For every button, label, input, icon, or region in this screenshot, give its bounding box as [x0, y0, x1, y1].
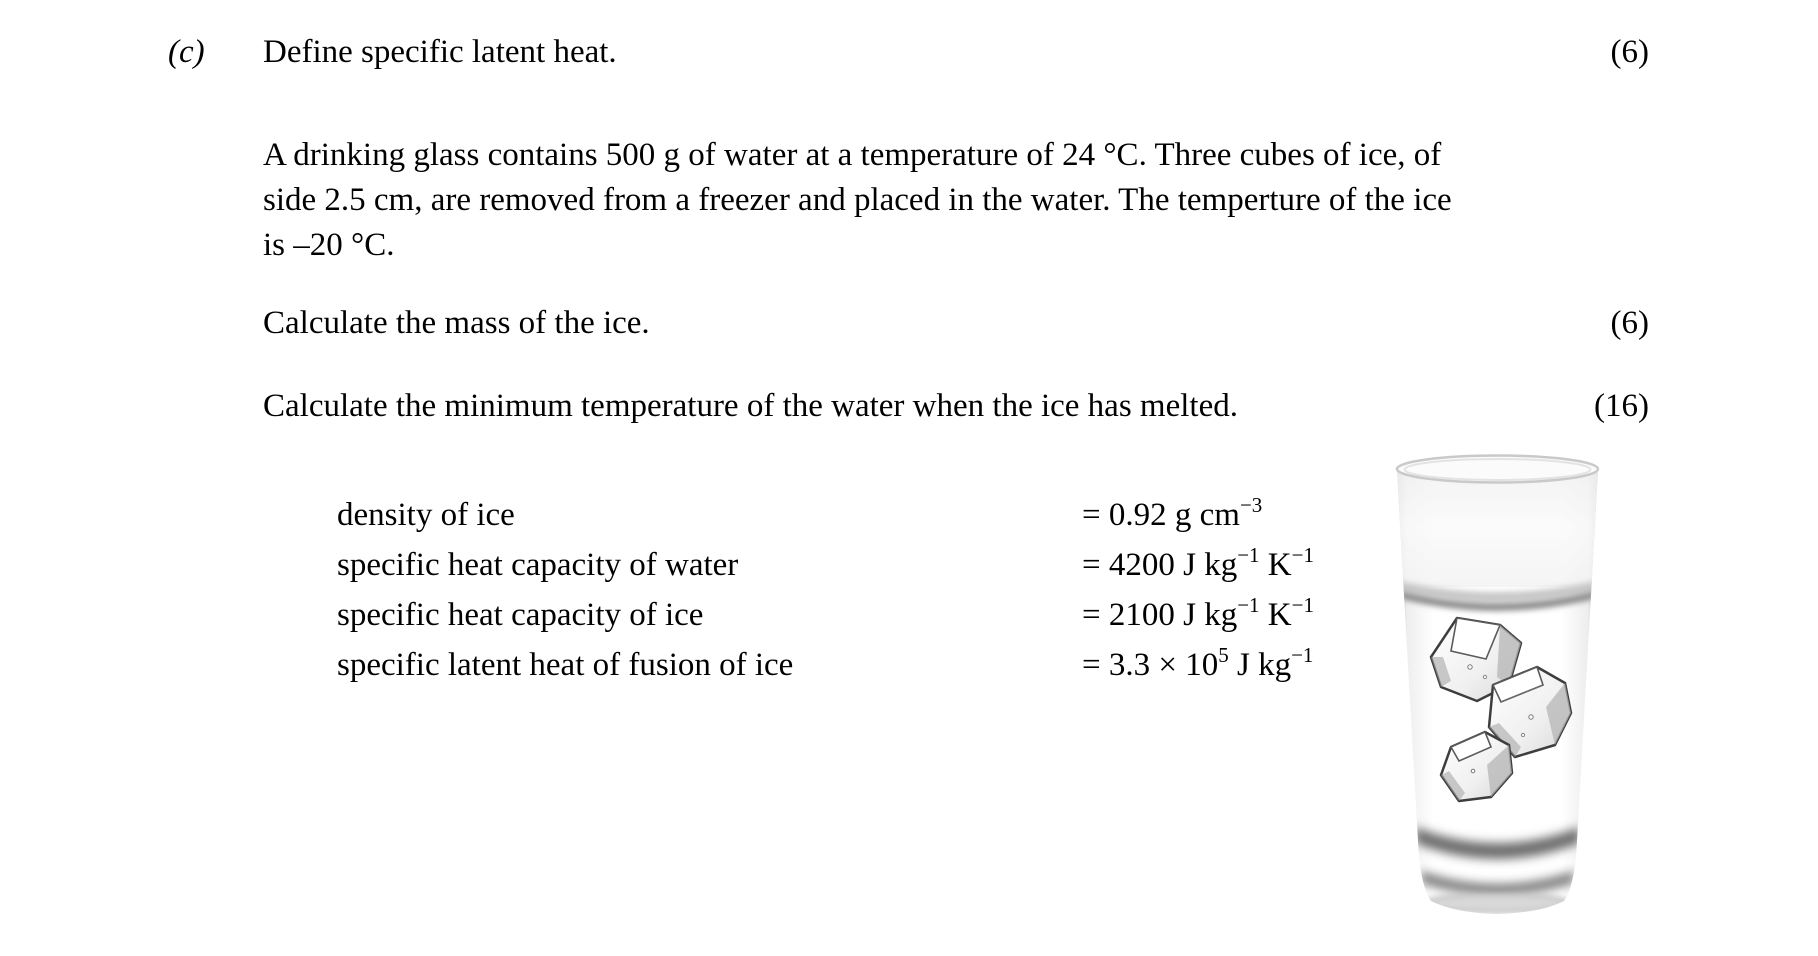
- paragraph-line: A drinking glass contains 500 g of water at a temperature of 24 °C. Three cubes of ice, of: [263, 137, 1442, 173]
- question-row: [0, 30, 1818, 75]
- constant-label: specific heat capacity of ice: [337, 597, 704, 633]
- constant-value: = 4200 J $kg^{-1}$ $K^{-1}$: [1082, 542, 1314, 583]
- constant-label: density of ice: [337, 497, 515, 533]
- task-marks: (6): [1610, 305, 1649, 341]
- glass-of-water-with-ice-cubes-icon: [1385, 445, 1625, 925]
- question-part-label: (c): [168, 34, 205, 70]
- constant-value: = 2100 J $kg^{-1}$ $K^{-1}$: [1082, 592, 1314, 633]
- question-text: Define specific latent heat.: [263, 34, 617, 70]
- paragraph-line: is –20 °C.: [263, 227, 395, 263]
- task-row: [0, 384, 1818, 429]
- task-text: Calculate the mass of the ice.: [263, 305, 650, 341]
- constant-label: specific latent heat of fusion of ice: [337, 647, 794, 683]
- question-marks: (6): [1610, 34, 1649, 70]
- task-marks: (16): [1594, 388, 1649, 424]
- paragraph: [263, 133, 1452, 268]
- glass-illustration: [1385, 445, 1625, 925]
- task-text: Calculate the minimum temperature of the water when the ice has melted.: [263, 388, 1238, 424]
- task-row: [0, 301, 1818, 346]
- constant-label: specific heat capacity of water: [337, 547, 739, 583]
- constant-value: = $3.3 \times 10^5$ J $kg^{-1}$: [1082, 642, 1314, 683]
- paragraph-line: side 2.5 cm, are removed from a freezer and placed in the water. The temperture of the ice: [263, 182, 1452, 218]
- constant-value: = 0.92 g $cm^{-3}$: [1082, 492, 1263, 533]
